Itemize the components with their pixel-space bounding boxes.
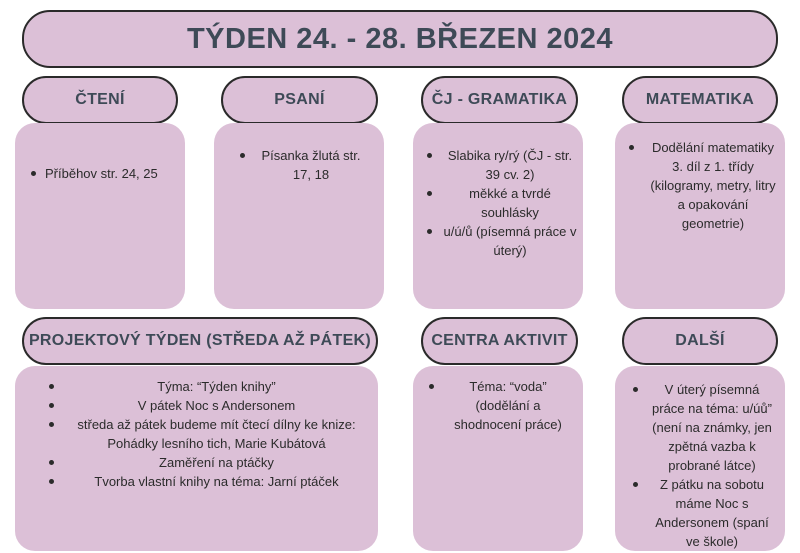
list-item: Písanka žlutá str. 17, 18 [230, 146, 366, 184]
content-matematika [615, 123, 785, 309]
list-item: Téma: “voda” (dodělání a shodnocení práce) [419, 377, 571, 434]
heading-matematika: MATEMATIKA [622, 76, 778, 124]
list-item: Slabika ry/rý (ČJ - str. 39 cv. 2) [417, 146, 577, 184]
list-item: V úterý písemná práce na téma: u/úů” (není na známky, jen zpětná vazba k probrané látce) [623, 380, 775, 475]
list-item: V pátek Noc s Andersonem [15, 396, 378, 415]
content-cteni [15, 123, 185, 309]
content-psani [214, 123, 384, 309]
heading-cteni: ČTENÍ [22, 76, 178, 124]
list-item: středa až pátek budeme mít čtecí dílny ke knize: Pohádky lesního tich, Marie Kubátová [15, 415, 378, 453]
content-gramatika [413, 123, 583, 309]
list-item: Z pátku na sobotu máme Noc s Andersonem (spaní ve škole) [623, 475, 775, 551]
heading-projekt: PROJEKTOVÝ TÝDEN (STŘEDA AŽ PÁTEK) [22, 317, 378, 365]
content-centra [413, 366, 583, 551]
heading-gramatika: ČJ - GRAMATIKA [421, 76, 578, 124]
list-item: Tvorba vlastní knihy na téma: Jarní ptáček [15, 472, 378, 491]
list-item: Zaměření na ptáčky [15, 453, 378, 472]
list-item: Příběhov str. 24, 25 [15, 164, 185, 183]
list-item: Dodělání matematiky 3. díl z 1. třídy (kilogramy, metry, litry a opakování geometrie) [619, 138, 781, 233]
content-projekt [15, 366, 378, 551]
page-title: TÝDEN 24. - 28. BŘEZEN 2024 [22, 10, 778, 68]
heading-psani: PSANÍ [221, 76, 378, 124]
list-item: Týma: “Týden knihy” [15, 377, 378, 396]
heading-dalsi: DALŠÍ [622, 317, 778, 365]
list-item: měkké a tvrdé souhlásky [417, 184, 577, 222]
list-item: u/ú/ů (písemná práce v úterý) [417, 222, 577, 260]
heading-centra: CENTRA AKTIVIT [421, 317, 578, 365]
content-dalsi [615, 366, 785, 551]
